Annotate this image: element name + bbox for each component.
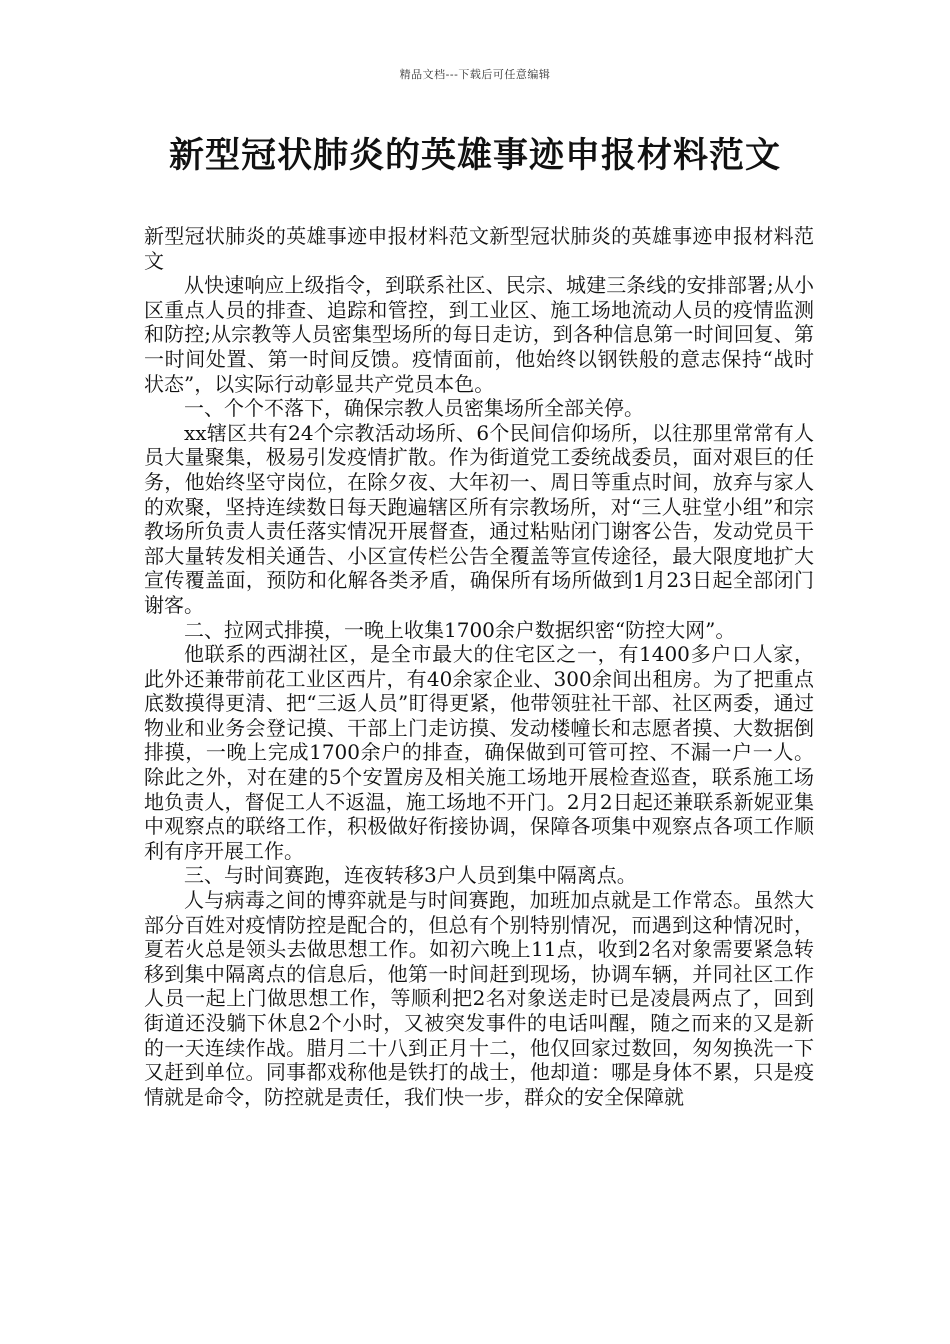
body-paragraph: 人与病毒之间的博弈就是与时间赛跑，加班加点就是工作常态。虽然大部分百姓对疫情防控是配合的，但总有个别特别情况，而遇到这种情况时，夏若火总是领头去做思想工作。如初六晚上11点，收到2名对象需要紧急转移到集中隔离点的信息后，他第一时间赶到现场，协调车辆，并同社区工作人员一起上门做思想工作，等顺利把2名对象送走时已是凌晨两点了，回到街道还没躺下休息2个小时，又被突发事件的电话叫醒，随之而来的又是新的一天连续作战。腊月二十八到正月十二，他仅回家过数回，匆匆换洗一下又赶到单位。同事都戏称他是铁打的战士，他却道：哪是身体不累，只是疫情就是命令，防控就是责任，我们快一步，群众的安全保障就: [144, 888, 814, 1109]
section-heading-2: 二、拉网式排摸，一晚上收集1700余户数据织密“防控大网”。: [184, 617, 736, 642]
section-heading-1: 一、个个不落下，确保宗教人员密集场所全部关停。: [184, 396, 644, 421]
body-paragraph: 从快速响应上级指令，到联系社区、民宗、城建三条线的安排部署;从小区重点人员的排查、追踪和管控，到工业区、施工场地流动人员的疫情监测和防控;从宗教等人员密集型场所的每日走访，到各种信息第一时间回复、第一时间处置、第一时间反馈。疫情面前，他始终以钢铁般的意志保持“战时状态”，以实际行动彰显共产党员本色。: [144, 273, 814, 396]
body-paragraph: 他联系的西湖社区，是全市最大的住宅区之一，有1400多户口人家，此外还兼带前花工业区西片，有40余家企业、300余间出租房。为了把重点底数摸得更清、把“三返人员”盯得更紧，他带领驻社干部、社区两委，通过物业和业务会登记摸、干部上门走访摸、发动楼幢长和志愿者摸、大数据倒排摸，一晚上完成1700余户的排查，确保做到可管可控、不漏一户一人。除此之外，对在建的5个安置房及相关施工场地开展检查巡查，联系施工场地负责人，督促工人不返温，施工场地不开门。2月2日起还兼联系新妮亚集中观察点的联络工作，积极做好衔接协调，保障各项集中观察点各项工作顺利有序开展工作。: [144, 642, 814, 863]
body-paragraph-intro: 新型冠状肺炎的英雄事迹申报材料范文新型冠状肺炎的英雄事迹申报材料范文: [144, 224, 814, 273]
section-heading-3: 三、与时间赛跑，连夜转移3户人员到集中隔离点。: [184, 863, 637, 888]
body-paragraph: xx辖区共有24个宗教活动场所、6个民间信仰场所，以往那里常常有人员大量聚集，极易引发疫情扩散。作为街道党工委统战委员，面对艰巨的任务，他始终坚守岗位，在除夕夜、大年初一、周日等重点时间，放弃与家人的欢聚，坚持连续数日每天跑遍辖区所有宗教场所，对“三人驻堂小组”和宗教场所负责人责任落实情况开展督查，通过粘贴闭门谢客公告，发动党员干部大量转发相关通告、小区宣传栏公告全覆盖等宣传途径，最大限度地扩大宣传覆盖面，预防和化解各类矛盾，确保所有场所做到1月23日起全部闭门谢客。: [144, 420, 814, 617]
header-note: 精品文档---下载后可任意编辑: [399, 68, 551, 81]
document-body: [144, 224, 814, 1109]
document-title: 新型冠状肺炎的英雄事迹申报材料范文: [168, 135, 781, 176]
